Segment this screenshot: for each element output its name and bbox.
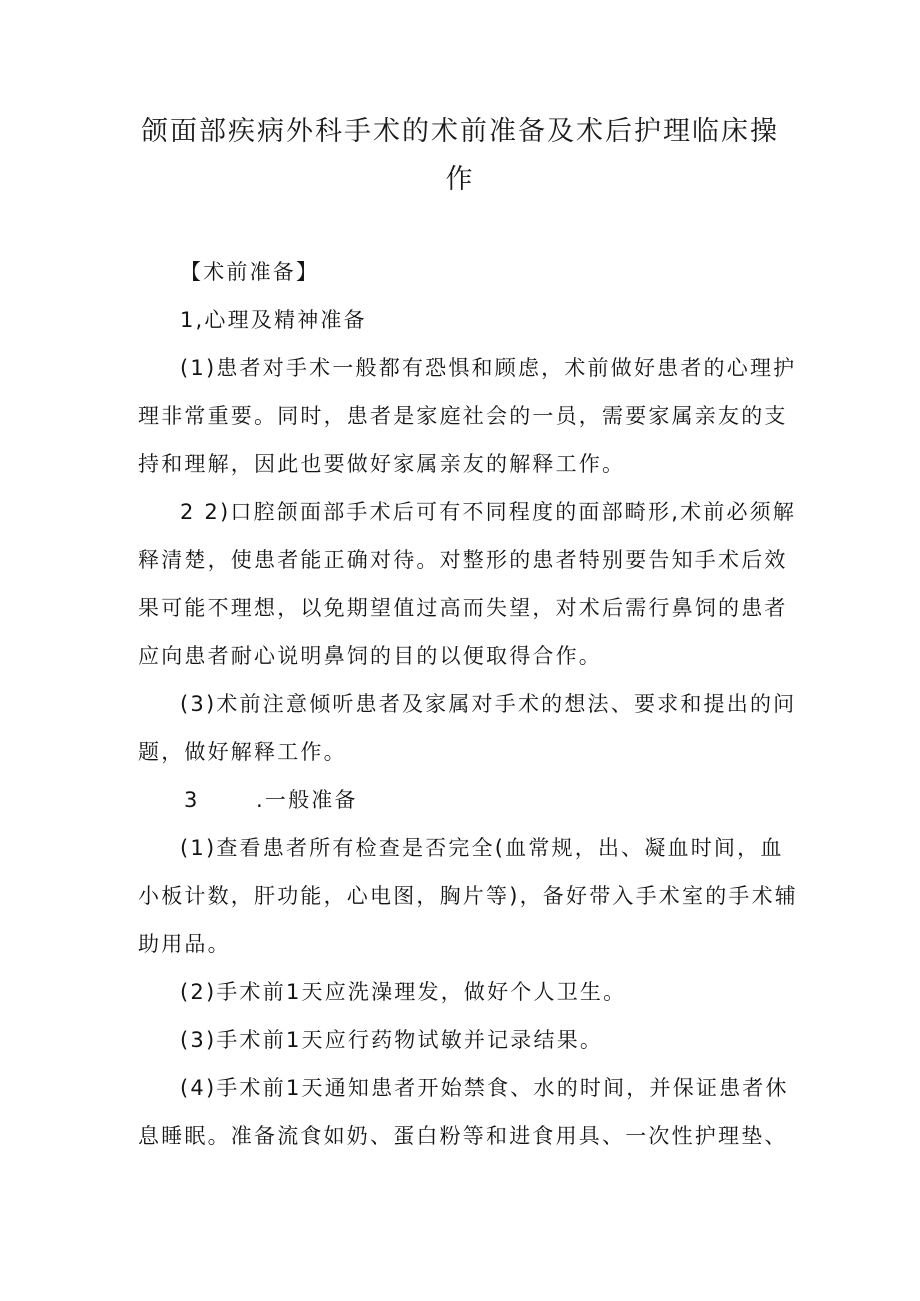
paragraph-6: (3)手术前1天应行药物试敏并记录结果。 [180,1028,604,1052]
paragraph-2: 2 2)口腔颌面部手术后可有不同程度的面部畸形,术前必须解释清楚，使患者能正确对待。对整形的患者特别要告知手术后效果可能不理想，以免期望值过高而失望，对术后需行鼻饲的患者应向患者耐心说明鼻饲的目的以便取得合作。 [138,500,797,668]
subsection-heading-general: .一般准备 [256,788,358,812]
paragraph-5: (2)手术前1天应洗澡理发，做好个人卫生。 [180,980,627,1004]
section-heading: 【术前准备】 [180,260,320,284]
subsection-number: 3 [184,788,200,812]
paragraph-4: (1)查看患者所有检查是否完全(血常规，出、凝血时间，血小板计数，肝功能，心电图，胸片等)，备好带入手术室的手术辅助用品。 [138,836,798,956]
document-title: 颌面部疾病外科手术的术前准备及术后护理临床操作 [141,116,779,195]
paragraph-7: (4)手术前1天通知患者开始禁食、水的时间，并保证患者休息睡眠。准备流食如奶、蛋白粉等和进食用具、一次性护理垫、 [138,1076,789,1148]
subsection-heading-psychological: 1,心理及精神准备 [180,308,367,332]
paragraph-3: (3)术前注意倾听患者及家属对手术的想法、要求和提出的问题，做好解释工作。 [138,692,797,764]
paragraph-1: (1)患者对手术一般都有恐惧和顾虑，术前做好患者的心理护理非常重要。同时，患者是家庭社会的一员，需要家属亲友的支持和理解，因此也要做好家属亲友的解释工作。 [138,356,797,476]
